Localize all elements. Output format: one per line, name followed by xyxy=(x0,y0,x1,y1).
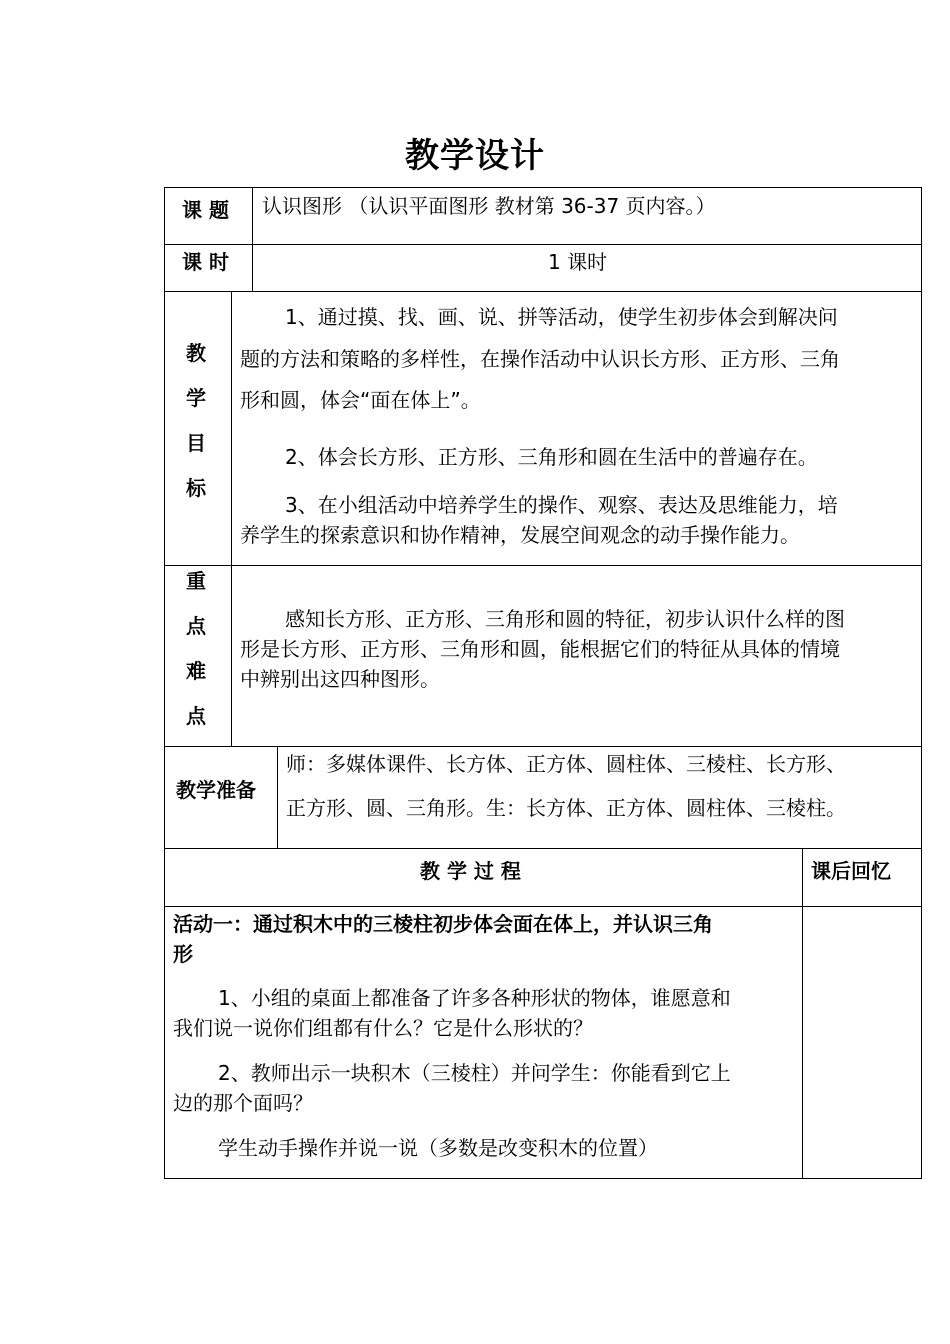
column-divider xyxy=(252,187,253,291)
objective-line: 形和圆，体会“面在体上”。 xyxy=(240,388,481,412)
row-divider xyxy=(164,565,922,566)
preparation-label: 教学准备 xyxy=(176,778,256,802)
page-title: 教学设计 xyxy=(405,136,545,176)
topic-value: 认识图形 （认识平面图形 教材第 36-37 页内容。） xyxy=(262,194,716,218)
objective-line: 养学生的探索意识和协作精神，发展空间观念的动手操作能力。 xyxy=(240,523,800,547)
row-divider xyxy=(164,244,922,245)
column-divider xyxy=(231,291,232,746)
preparation-line: 正方形、圆、三角形。生：长方体、正方体、圆柱体、三棱柱。 xyxy=(286,796,846,820)
key-points-label-char: 点 xyxy=(186,614,206,638)
key-points-label-char: 难 xyxy=(186,659,206,683)
objective-line: 题的方法和策略的多样性，在操作活动中认识长方形、正方形、三角 xyxy=(240,347,840,371)
objectives-label-char: 目 xyxy=(186,431,206,455)
topic-label: 课 题 xyxy=(182,198,229,222)
activity-paragraph-line: 学生动手操作并说一说（多数是改变积木的位置） xyxy=(218,1136,658,1160)
objectives-label-char: 学 xyxy=(186,386,206,410)
key-points-line: 感知长方形、正方形、三角形和圆的特征，初步认识什么样的图 xyxy=(285,607,845,631)
key-points-label-char: 点 xyxy=(186,704,206,728)
activity-paragraph-line: 1、小组的桌面上都准备了许多各种形状的物体，谁愿意和 xyxy=(218,986,731,1010)
column-divider xyxy=(802,848,803,1179)
activity-title-line: 形 xyxy=(173,942,193,966)
objectives-label-char: 标 xyxy=(186,476,206,500)
row-divider xyxy=(164,848,922,849)
row-divider xyxy=(164,291,922,292)
activity-paragraph-line: 2、教师出示一块积木（三棱柱）并问学生：你能看到它上 xyxy=(218,1061,731,1085)
objective-line: 2、体会长方形、正方形、三角形和圆在生活中的普遍存在。 xyxy=(285,445,818,469)
period-label: 课 时 xyxy=(182,250,229,274)
activity-paragraph-line: 我们说一说你们组都有什么？它是什么形状的？ xyxy=(173,1016,593,1040)
key-points-line: 形是长方形、正方形、三角形和圆，能根据它们的特征从具体的情境 xyxy=(240,637,840,661)
period-value: 1 课时 xyxy=(548,250,608,274)
objectives-label-char: 教 xyxy=(186,341,206,365)
key-points-line: 中辨别出这四种图形。 xyxy=(240,667,440,691)
objective-line: 1、通过摸、找、画、说、拼等活动，使学生初步体会到解决问 xyxy=(285,305,838,329)
review-header: 课后回忆 xyxy=(811,859,891,883)
objective-line: 3、在小组活动中培养学生的操作、观察、表达及思维能力，培 xyxy=(285,493,838,517)
activity-title-line: 活动一：通过积木中的三棱柱初步体会面在体上，并认识三角 xyxy=(173,912,713,936)
preparation-line: 师：多媒体课件、长方体、正方体、圆柱体、三棱柱、长方形、 xyxy=(286,752,846,776)
key-points-label-char: 重 xyxy=(186,569,206,593)
activity-paragraph-line: 边的那个面吗？ xyxy=(173,1091,313,1115)
process-header: 教 学 过 程 xyxy=(420,859,521,883)
column-divider xyxy=(277,746,278,848)
